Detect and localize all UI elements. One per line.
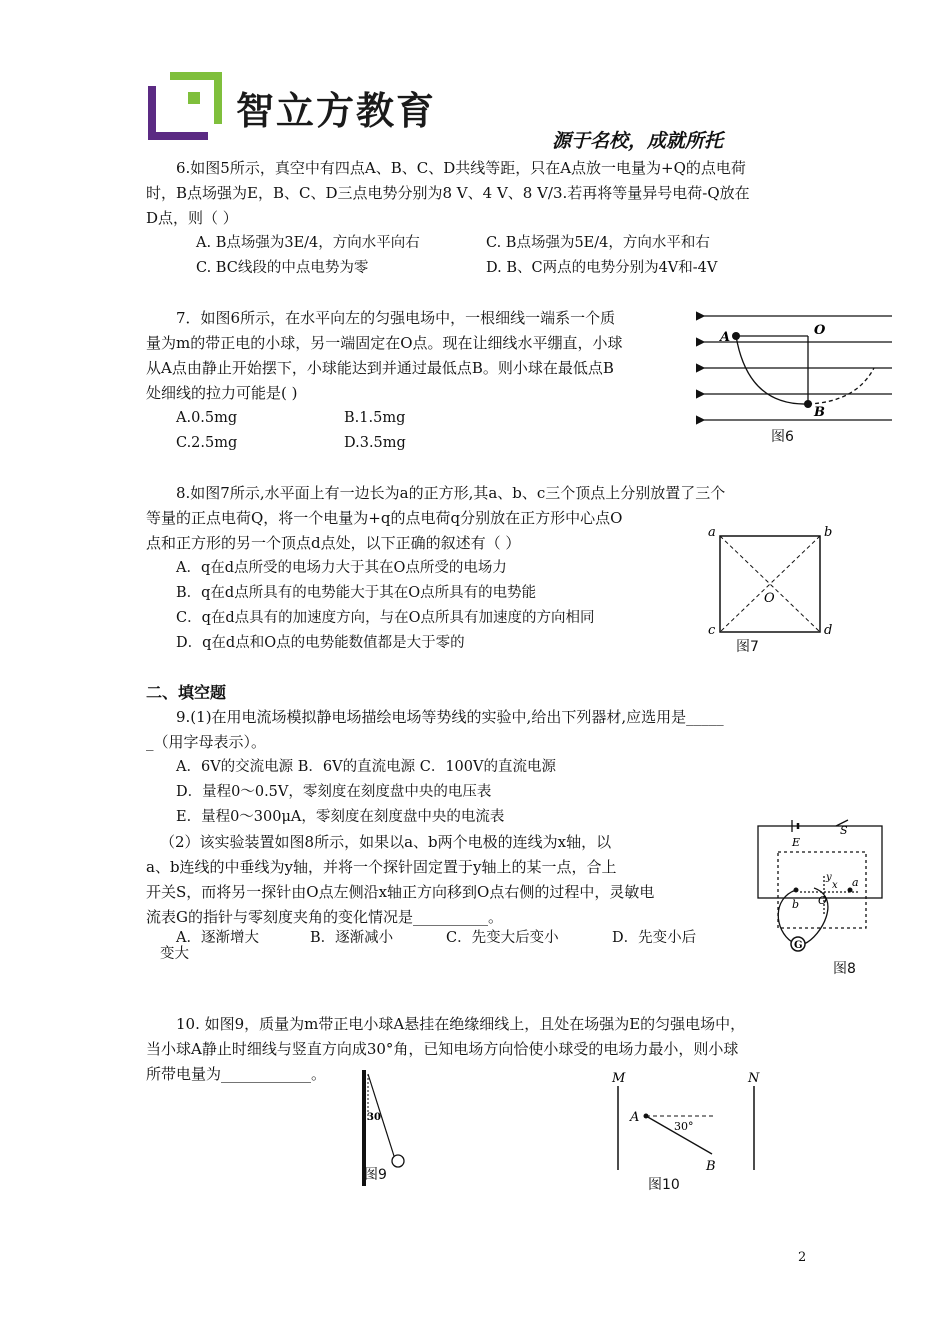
q9-option-b: B．逐渐减小: [310, 930, 394, 946]
q6-option-a: A. B点场强为3E/4，方向水平向右: [196, 235, 420, 251]
outer-circuit: [758, 826, 882, 898]
figure-7-caption: 图7: [736, 639, 759, 655]
figure-6-caption: 图6: [771, 429, 794, 445]
square: [720, 536, 820, 632]
figure-10: [606, 1066, 770, 1176]
fig7-label-b: b: [824, 525, 833, 540]
q9-line-1: 9.(1)在用电流场模拟静电场描绘电场等势线的实验中,给出下列器材,应选用是_____: [176, 708, 724, 726]
q7-line-2: 量为m的带正电的小球，另一端固定在O点。现在让细线水平绷直，小球: [146, 334, 623, 352]
q9-part2-line-1: （2）该实验装置如图8所示，如果以a、b两个电极的连线为x轴，以: [160, 833, 612, 851]
diagonal-ad: [720, 536, 820, 632]
logo-green-square: [188, 92, 200, 104]
q8-option-a: A．q在d点所受的电场力大于其在O点所受的电场力: [176, 560, 507, 576]
q9-option-c: C．先变大后变小: [446, 930, 559, 946]
q7-option-d: D.3.5mg: [344, 435, 406, 451]
q8-line-2: 等量的正点电荷Q，将一个电量为+q的点电荷q分别放在正方形中心点O: [146, 509, 623, 527]
q7-option-c: C.2.5mg: [176, 435, 238, 451]
q9-option-a: A．逐渐增大: [176, 930, 259, 946]
q8-option-d: D．q在d点和O点的电势能数值都是大于零的: [176, 635, 465, 651]
fig8-label-o: O: [818, 894, 828, 907]
fig6-label-a: A: [720, 330, 731, 345]
q6-line-3: D点，则（ ）: [146, 209, 238, 227]
q8-line-1: 8.如图7所示,水平面上有一边长为a的正方形,其a、b、c三个顶点上分别放置了三个: [176, 484, 726, 502]
fig8-label-x: x: [832, 880, 838, 891]
q9-item-2: D．量程0～0.5V，零刻度在刻度盘中央的电压表: [176, 784, 492, 800]
fig7-label-c: c: [708, 623, 716, 638]
figure-6: [696, 306, 896, 446]
q7-line-4: 处细线的拉力可能是( ): [146, 384, 298, 402]
fig7-label-d: d: [824, 623, 833, 638]
fig8-label-s: S: [840, 824, 848, 837]
q6-line-2: 时，B点场强为E，B、C、D三点电势分别为8 V、4 V、8 V/3.若再将等量异号电荷-Q放在: [146, 184, 750, 202]
q9-item-1: A．6V的交流电源 B．6V的直流电源 C．100V的直流电源: [176, 759, 556, 775]
brand-name: 智立方教育: [236, 89, 437, 133]
fig10-angle-label: 30°: [674, 1120, 694, 1133]
brand-logo-icon: [148, 72, 224, 140]
q9-part2-line-4: 流表G的指针与零刻度夹角的变化情况是__________。: [146, 908, 503, 926]
q6-line-1: 6.如图5所示，真空中有四点A、B、C、D共线等距，只在A点放一电量为+Q的点电荷: [176, 159, 746, 177]
q9-part2-line-3: 开关S，而将另一探针由O点左侧沿x轴正方向移到O点右侧的过程中，灵敏电: [146, 883, 655, 901]
q6-option-d: D. B、C两点的电势分别为4V和-4V: [486, 260, 718, 276]
figure-9-caption: 图9: [364, 1167, 387, 1183]
figure-7: [704, 522, 834, 642]
swing-path-dashed: [808, 368, 874, 404]
q10-line-1: 10. 如图9，质量为m带正电小球A悬挂在绝缘细线上，且处在场强为E的匀强电场中，: [176, 1015, 746, 1033]
q7-option-b: B.1.5mg: [344, 410, 406, 426]
q8-option-b: B．q在d点所具有的电势能大于其在O点所具有的电势能: [176, 585, 537, 601]
fig7-label-a: a: [708, 525, 716, 540]
fig9-angle-label: 30: [367, 1112, 381, 1123]
q6-option-c: C. BC线段的中点电势为零: [196, 260, 369, 276]
fig10-label-n: N: [748, 1071, 760, 1086]
fig7-label-o: O: [764, 591, 775, 606]
figure-10-caption: 图10: [648, 1177, 680, 1193]
q9-line-2: _（用字母表示）。: [146, 733, 267, 751]
q8-line-3: 点和正方形的另一个顶点d点处，以下正确的叙述有（ ）: [146, 534, 521, 552]
section-title: 二、填空题: [146, 683, 227, 702]
fig8-label-b: b: [792, 898, 800, 911]
fig10-label-a: A: [630, 1110, 640, 1125]
q6-option-b: C. B点场强为5E/4，方向水平和右: [486, 235, 710, 251]
q10-line-2: 当小球A静止时细线与竖直方向成30°角，已知电场方向恰使小球受的电场力最小，则小球: [146, 1040, 739, 1058]
fig6-label-o: O: [814, 323, 826, 338]
fig8-label-e: E: [792, 836, 801, 849]
fig8-label-g: G: [794, 940, 803, 951]
charged-ball: [392, 1155, 404, 1167]
header-slogan: 源于名校，成就所托: [552, 130, 724, 152]
figure-8: [752, 818, 888, 958]
fig6-label-b: B: [814, 405, 825, 420]
figure-8-caption: 图8: [833, 961, 856, 977]
q8-option-c: C．q在d点具有的加速度方向，与在O点所具有加速度的方向相同: [176, 610, 595, 626]
ball-at-b: [804, 400, 812, 408]
fig8-label-y: y: [826, 872, 832, 883]
q9-option-d: D．先变小后: [612, 930, 697, 946]
q9-item-3: E．量程0～300μA，零刻度在刻度盘中央的电流表: [176, 809, 505, 825]
fig10-label-m: M: [612, 1071, 626, 1086]
electrode-b: [794, 888, 799, 893]
q10-line-3: 所带电量为____________。: [146, 1065, 327, 1083]
q9-part2-line-2: a、b连线的中垂线为y轴，并将一个探针固定置于y轴上的某一点，合上: [146, 858, 617, 876]
diagonal-bc: [720, 536, 820, 632]
ball-at-a: [732, 332, 740, 340]
q9-option-d-continued: 变大: [160, 946, 189, 962]
q7-line-3: 从A点由静止开始摆下，小球能达到并通过最低点B。则小球在最低点B: [146, 359, 614, 377]
q7-option-a: A.0.5mg: [176, 410, 238, 426]
fig10-label-b: B: [706, 1159, 716, 1174]
q7-line-1: 7．如图6所示，在水平向左的匀强电场中，一根细线一端系一个质: [176, 309, 616, 327]
fig8-label-a: a: [852, 876, 859, 889]
page-number: 2: [798, 1250, 807, 1265]
point-a: [644, 1114, 649, 1119]
conductive-paper: [778, 852, 866, 928]
